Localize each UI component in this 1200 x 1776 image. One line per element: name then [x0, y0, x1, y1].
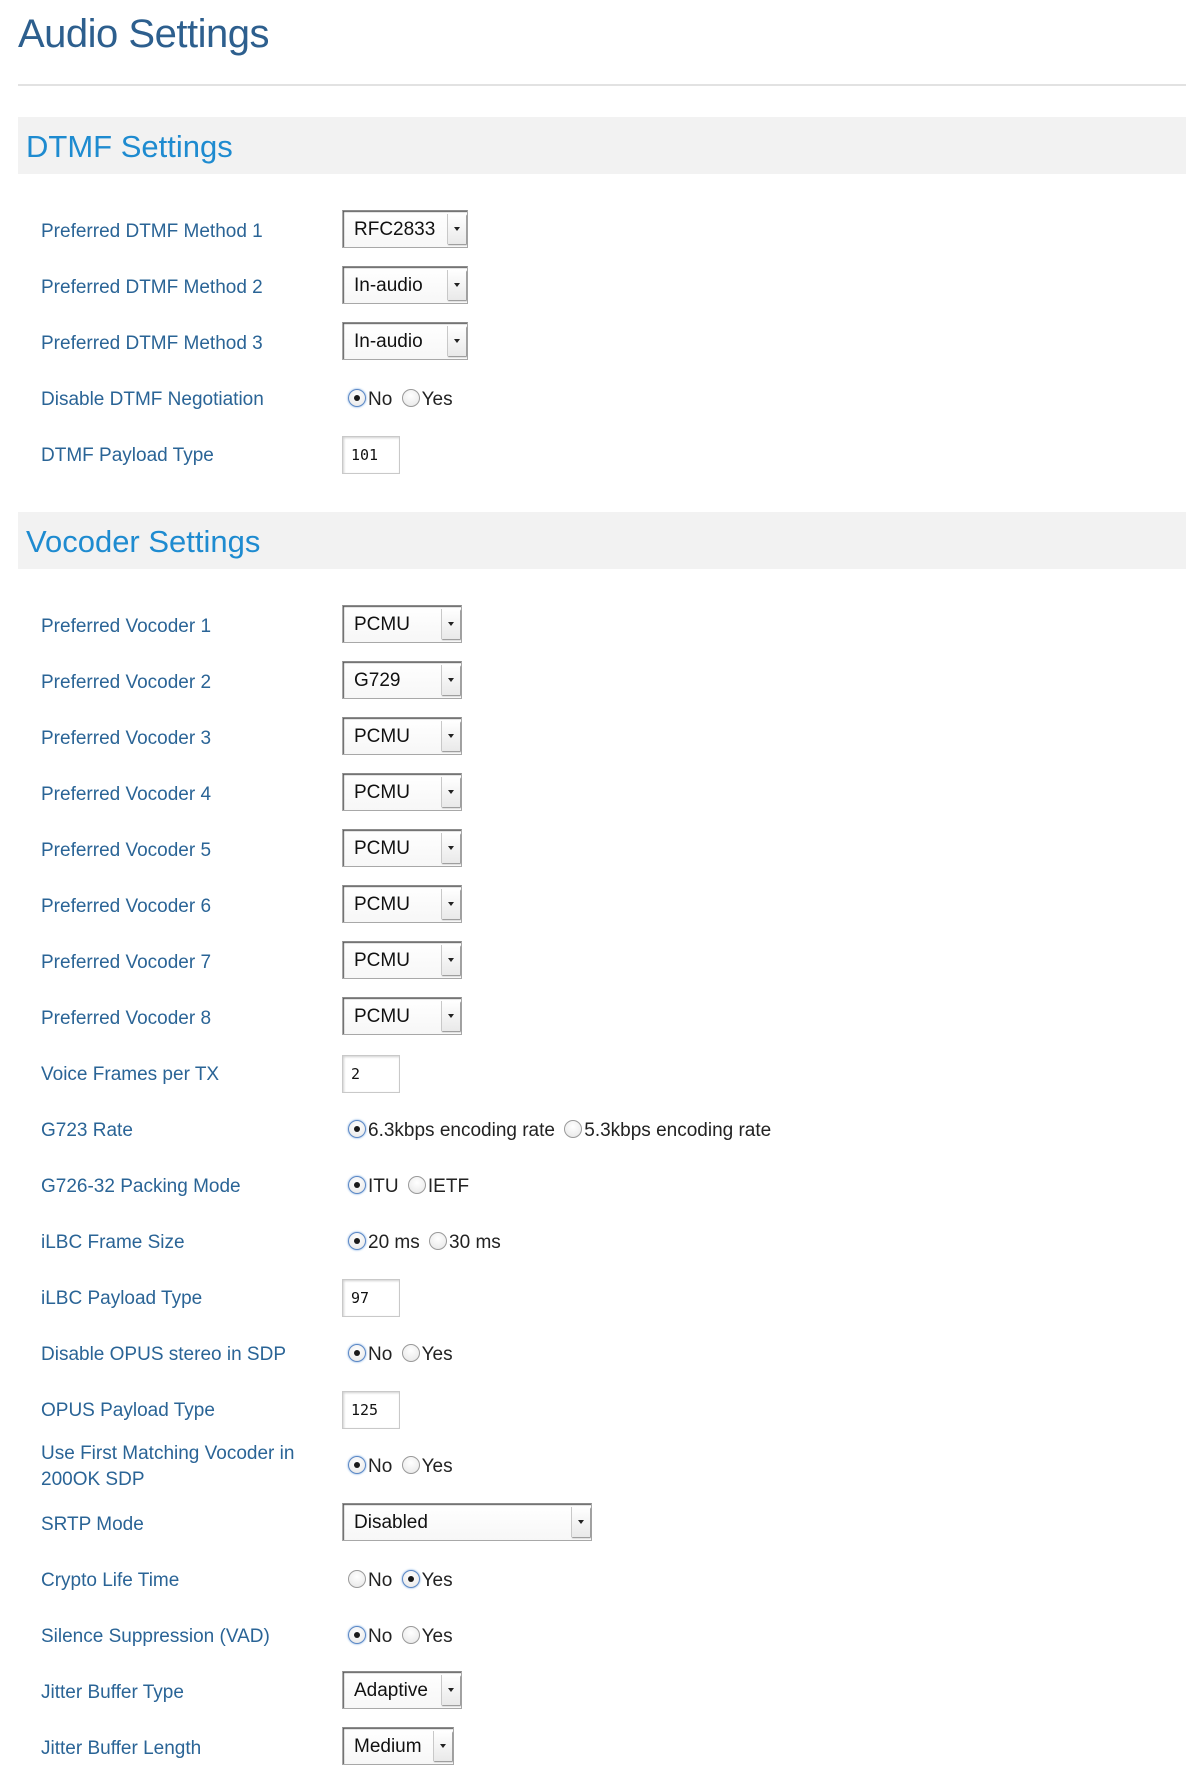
opus-payload-label: OPUS Payload Type — [41, 1400, 215, 1421]
dtmf-method2-value: In-audio — [354, 275, 423, 296]
vocoder6-value: PCMU — [354, 894, 410, 915]
radio-label: Yes — [421, 1456, 453, 1477]
vocoder4-select[interactable] — [342, 773, 462, 811]
radio-selected-icon — [402, 1570, 420, 1588]
vocoder7-value: PCMU — [354, 950, 410, 971]
jitter-type-select[interactable] — [342, 1671, 462, 1709]
radio-unselected-icon — [402, 1456, 420, 1474]
page-title: Audio Settings — [18, 12, 269, 56]
g723-rate-radio-group — [348, 1118, 775, 1144]
vocoder3-select[interactable] — [342, 717, 462, 755]
dtmf-payload-input[interactable]: 101 — [342, 436, 400, 474]
vad-label: Silence Suppression (VAD) — [41, 1626, 270, 1647]
radio-label: 20 ms — [368, 1232, 420, 1253]
radio-label: IETF — [427, 1176, 470, 1197]
vad-radio-group — [348, 1624, 457, 1650]
voice-frames-input[interactable]: 2 — [342, 1055, 400, 1093]
jitter-length-label: Jitter Buffer Length — [41, 1738, 202, 1759]
radio-unselected-icon — [564, 1120, 582, 1138]
dtmf-negotiation-option-no[interactable] — [348, 387, 396, 413]
chevron-down-icon — [441, 665, 460, 695]
g726-packing-option-ietf[interactable] — [408, 1174, 473, 1200]
vocoder4-label: Preferred Vocoder 4 — [41, 784, 212, 805]
jitter-type-label: Jitter Buffer Type — [41, 1682, 184, 1703]
ilbc-frame-option-20ms[interactable] — [348, 1230, 424, 1256]
vocoder2-value: G729 — [354, 670, 401, 691]
vocoder5-value: PCMU — [354, 838, 410, 859]
g723-rate-option-5-3[interactable] — [564, 1118, 775, 1144]
crypto-life-label: Crypto Life Time — [41, 1570, 180, 1591]
radio-selected-icon — [348, 1344, 366, 1362]
vocoder1-label: Preferred Vocoder 1 — [41, 616, 212, 637]
g726-packing-option-itu[interactable] — [348, 1174, 403, 1200]
dtmf-method1-label: Preferred DTMF Method 1 — [41, 221, 263, 242]
chevron-down-icon — [433, 1731, 452, 1761]
vocoder1-value: PCMU — [354, 614, 410, 635]
chevron-down-icon — [441, 1001, 460, 1031]
ilbc-frame-radio-group — [348, 1230, 505, 1256]
radio-label: Yes — [421, 389, 453, 410]
chevron-down-icon — [447, 270, 466, 300]
opus-stereo-radio-group — [348, 1342, 457, 1368]
ilbc-frame-option-30ms[interactable] — [429, 1230, 505, 1256]
jitter-type-value: Adaptive — [354, 1680, 428, 1701]
vocoder7-select[interactable] — [342, 941, 462, 979]
vocoder-section-header — [18, 512, 1186, 569]
radio-selected-icon — [348, 1626, 366, 1644]
jitter-length-value: Medium — [354, 1736, 422, 1757]
dtmf-method1-select[interactable] — [342, 210, 468, 248]
opus-payload-input[interactable]: 125 — [342, 1391, 400, 1429]
first-matching-option-yes[interactable] — [402, 1454, 457, 1480]
vad-option-yes[interactable] — [402, 1624, 457, 1650]
radio-label: No — [368, 389, 393, 410]
first-matching-option-no[interactable] — [348, 1454, 396, 1480]
vocoder8-select[interactable] — [342, 997, 462, 1035]
dtmf-negotiation-radio-group — [348, 387, 457, 413]
dtmf-method1-value: RFC2833 — [354, 219, 436, 240]
dtmf-method3-label: Preferred DTMF Method 3 — [41, 333, 263, 354]
vocoder4-value: PCMU — [354, 782, 410, 803]
vocoder2-label: Preferred Vocoder 2 — [41, 672, 212, 693]
chevron-down-icon — [441, 721, 460, 751]
crypto-life-radio-group — [348, 1568, 457, 1594]
vocoder5-select[interactable] — [342, 829, 462, 867]
radio-selected-icon — [348, 1176, 366, 1194]
vocoder2-select[interactable] — [342, 661, 462, 699]
radio-label: No — [368, 1344, 393, 1365]
dtmf-method3-select[interactable] — [342, 322, 468, 360]
g726-packing-label: G726-32 Packing Mode — [41, 1176, 241, 1197]
radio-label: ITU — [368, 1176, 399, 1197]
vocoder-section-title: Vocoder Settings — [26, 524, 261, 559]
vocoder1-select[interactable] — [342, 605, 462, 643]
chevron-down-icon — [441, 945, 460, 975]
radio-selected-icon — [348, 389, 366, 407]
radio-selected-icon — [348, 1456, 366, 1474]
g723-rate-option-6-3[interactable] — [348, 1118, 559, 1144]
jitter-length-select[interactable] — [342, 1727, 454, 1765]
vocoder8-value: PCMU — [354, 1006, 410, 1027]
first-matching-radio-group — [348, 1454, 457, 1480]
chevron-down-icon — [441, 1675, 460, 1705]
dtmf-method2-select[interactable] — [342, 266, 468, 304]
vocoder5-label: Preferred Vocoder 5 — [41, 840, 212, 861]
chevron-down-icon — [441, 777, 460, 807]
opus-stereo-label: Disable OPUS stereo in SDP — [41, 1344, 286, 1365]
g723-rate-label: G723 Rate — [41, 1120, 133, 1141]
radio-label: No — [368, 1570, 393, 1591]
ilbc-payload-label: iLBC Payload Type — [41, 1288, 203, 1309]
radio-label: 5.3kbps encoding rate — [584, 1120, 772, 1141]
radio-unselected-icon — [408, 1176, 426, 1194]
dtmf-section-title: DTMF Settings — [26, 129, 233, 164]
chevron-down-icon — [447, 326, 466, 356]
vocoder3-value: PCMU — [354, 726, 410, 747]
opus-stereo-option-no[interactable] — [348, 1342, 396, 1368]
chevron-down-icon — [441, 833, 460, 863]
radio-unselected-icon — [402, 1626, 420, 1644]
dtmf-method3-value: In-audio — [354, 331, 423, 352]
srtp-mode-select[interactable] — [342, 1503, 592, 1541]
dtmf-method2-label: Preferred DTMF Method 2 — [41, 277, 263, 298]
opus-stereo-option-yes[interactable] — [402, 1342, 457, 1368]
dtmf-negotiation-label: Disable DTMF Negotiation — [41, 389, 264, 410]
vocoder8-label: Preferred Vocoder 8 — [41, 1008, 212, 1029]
chevron-down-icon — [441, 609, 460, 639]
radio-label: Yes — [421, 1344, 453, 1365]
chevron-down-icon — [571, 1507, 590, 1537]
ilbc-payload-input[interactable]: 97 — [342, 1279, 400, 1317]
radio-unselected-icon — [402, 1344, 420, 1362]
g726-packing-radio-group — [348, 1174, 473, 1200]
crypto-life-option-yes[interactable] — [402, 1568, 457, 1594]
ilbc-frame-label: iLBC Frame Size — [41, 1232, 185, 1253]
radio-label: 30 ms — [449, 1232, 501, 1253]
radio-unselected-icon — [429, 1232, 447, 1250]
dtmf-section-header — [18, 117, 1186, 174]
vocoder7-label: Preferred Vocoder 7 — [41, 952, 212, 973]
radio-label: No — [368, 1456, 393, 1477]
dtmf-payload-label: DTMF Payload Type — [41, 445, 214, 466]
srtp-mode-label: SRTP Mode — [41, 1514, 144, 1535]
chevron-down-icon — [441, 889, 460, 919]
radio-selected-icon — [348, 1232, 366, 1250]
radio-label: Yes — [421, 1626, 453, 1647]
dtmf-negotiation-option-yes[interactable] — [402, 387, 457, 413]
chevron-down-icon — [447, 214, 466, 244]
vocoder6-select[interactable] — [342, 885, 462, 923]
voice-frames-label: Voice Frames per TX — [41, 1064, 220, 1085]
srtp-mode-value: Disabled — [354, 1512, 428, 1533]
radio-unselected-icon — [348, 1570, 366, 1588]
crypto-life-option-no[interactable] — [348, 1568, 396, 1594]
vocoder6-label: Preferred Vocoder 6 — [41, 896, 212, 917]
vad-option-no[interactable] — [348, 1624, 396, 1650]
radio-label: Yes — [421, 1570, 453, 1591]
radio-selected-icon — [348, 1120, 366, 1138]
radio-label: 6.3kbps encoding rate — [368, 1120, 555, 1141]
first-matching-label: Use First Matching Vocoder in 200OK SDP — [41, 1443, 295, 1490]
title-divider — [18, 84, 1186, 86]
radio-unselected-icon — [402, 389, 420, 407]
vocoder3-label: Preferred Vocoder 3 — [41, 728, 212, 749]
radio-label: No — [368, 1626, 393, 1647]
